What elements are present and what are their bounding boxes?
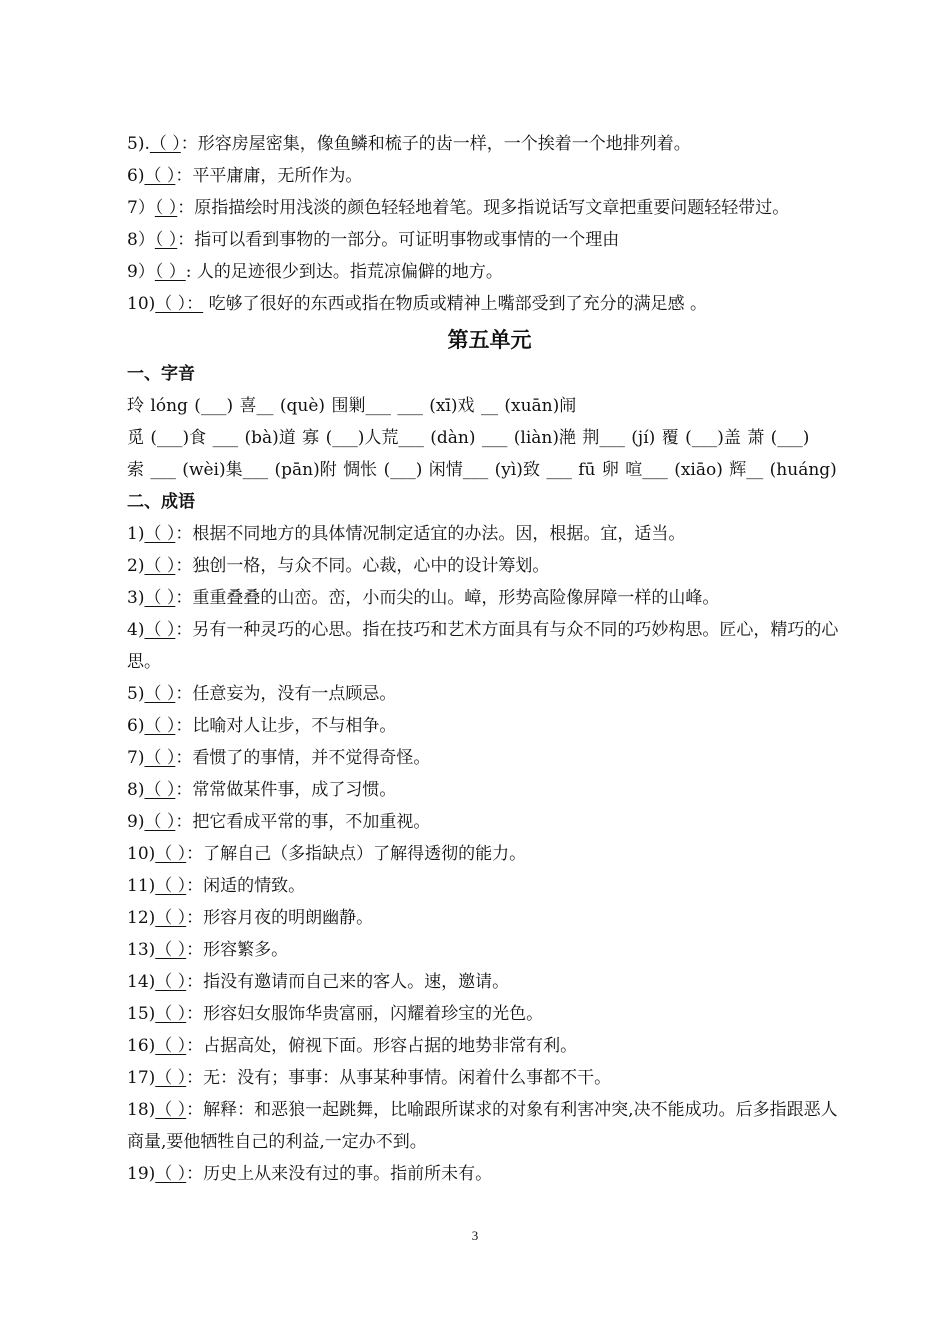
idiom-list — [127, 518, 852, 1190]
item-definition: ：形容房屋密集，像鱼鳞和梳子的齿一样，一个挨着一个地排列着。 — [180, 134, 691, 154]
item-definition: ：根据不同地方的具体情况制定适宜的办法。因，根据。宜，适当。 — [175, 524, 686, 544]
item-definition: ：重重叠叠的山峦。峦，小而尖的山。嶂，形势高险像屏障一样的山峰。 — [175, 588, 720, 608]
answer-blank: （ ） — [155, 940, 187, 960]
list-item — [127, 582, 852, 614]
list-item — [127, 902, 852, 934]
list-item — [127, 742, 852, 774]
answer-blank: （ ） — [154, 262, 186, 282]
item-definition: 吃够了很好的东西或指在物质或精神上嘴部受到了充分的满足感 。 — [203, 294, 707, 314]
list-item — [127, 966, 852, 998]
item-definition: ：指没有邀请而自己来的客人。速，邀请。 — [186, 972, 510, 992]
list-item — [127, 614, 852, 678]
item-definition: ：任意妄为，没有一点顾忌。 — [175, 684, 397, 704]
answer-blank: （ ）： — [155, 294, 204, 314]
answer-blank: （ ） — [155, 1164, 187, 1184]
answer-blank: （ ） — [155, 844, 187, 864]
answer-blank: （ ） — [144, 166, 176, 186]
answer-blank: （ ） — [155, 972, 187, 992]
item-number: 9） — [127, 262, 155, 282]
item-definition: ：形容月夜的明朗幽静。 — [186, 908, 374, 928]
answer-blank: （ ） — [144, 716, 176, 736]
answer-blank: （ ） — [149, 134, 181, 154]
section-title-pronunciation: 一、字音 — [127, 364, 195, 384]
item-number: 2) — [127, 556, 145, 576]
prev-idiom-list — [127, 128, 852, 320]
item-definition: ：把它看成平常的事，不加重视。 — [175, 812, 431, 832]
item-definition: ：形容妇女服饰华贵富丽，闪耀着珍宝的光色。 — [186, 1004, 544, 1024]
list-item — [127, 256, 852, 288]
document-page — [127, 128, 852, 1190]
answer-blank: （ ） — [155, 1068, 187, 1088]
item-number: 17) — [127, 1068, 156, 1088]
item-number: 5) — [127, 684, 145, 704]
pinyin-line: 觅 (___)食 ___ (bà)道 寡 (___)人荒___ (dàn) ___ (liàn)滟 荆___ (jí) 覆 (___)盖 萧 (___) — [127, 428, 810, 448]
answer-blank: （ ） — [155, 908, 187, 928]
item-definition: ：原指描绘时用浅淡的颜色轻轻地着笔。现多指说话写文章把重要问题轻轻带过。 — [177, 198, 790, 218]
list-item — [127, 192, 852, 224]
item-definition: : 人的足迹很少到达。指荒凉偏僻的地方。 — [185, 262, 503, 282]
item-definition: ：独创一格，与众不同。心裁，心中的设计筹划。 — [175, 556, 550, 576]
item-number: 14) — [127, 972, 156, 992]
answer-blank: （ ） — [144, 780, 176, 800]
item-number: 15) — [127, 1004, 156, 1024]
item-number: 16) — [127, 1036, 156, 1056]
item-number: 18) — [127, 1100, 156, 1120]
item-number: 7） — [127, 198, 155, 218]
item-definition: ：看惯了的事情，并不觉得奇怪。 — [175, 748, 431, 768]
list-item — [127, 678, 852, 710]
answer-blank: （ ） — [144, 812, 176, 832]
list-item — [127, 838, 852, 870]
list-item — [127, 1158, 852, 1190]
list-item — [127, 934, 852, 966]
item-number: 8） — [127, 230, 155, 250]
item-definition: ：比喻对人让步，不与相争。 — [175, 716, 397, 736]
answer-blank: （ ） — [144, 620, 176, 640]
list-item — [127, 1094, 852, 1158]
item-number: 9) — [127, 812, 145, 832]
item-definition: ：指可以看到事物的一部分。可证明事物或事情的一个理由 — [177, 230, 620, 250]
section-title-idioms: 二、成语 — [127, 492, 195, 512]
item-definition: ：常常做某件事，成了习惯。 — [175, 780, 397, 800]
item-number: 10) — [127, 294, 156, 314]
unit-title: 第五单元 — [447, 328, 532, 352]
item-number: 11) — [127, 876, 156, 896]
item-number: 19) — [127, 1164, 156, 1184]
list-item — [127, 128, 852, 160]
list-item — [127, 1062, 852, 1094]
pinyin-line: 玲 lóng (___) 喜__ (què) 围剿___ ___ (xī)戏 __ (xuān)闹 — [127, 396, 577, 416]
item-definition: ：了解自己（多指缺点）了解得透彻的能力。 — [186, 844, 527, 864]
page-number: 3 — [471, 1228, 479, 1243]
item-number: 10) — [127, 844, 156, 864]
answer-blank: （ ） — [154, 198, 178, 218]
item-number: 7) — [127, 748, 145, 768]
item-definition: ：无：没有；事事：从事某种事情。闲着什么事都不干。 — [186, 1068, 612, 1088]
item-number: 1) — [127, 524, 145, 544]
list-item — [127, 288, 852, 320]
answer-blank: （ ） — [144, 588, 176, 608]
item-number: 13) — [127, 940, 156, 960]
answer-blank: （ ） — [144, 556, 176, 576]
pinyin-line: 索 ___ (wèi)集___ (pān)附 惆怅 (___) 闲情___ (yì)致 ___ fū 卵 喧___ (xiāo) 辉__ (huáng) — [127, 460, 837, 480]
item-number: 5). — [127, 134, 150, 154]
list-item — [127, 224, 852, 256]
item-definition: ：解释：和恶狼一起跳舞，比喻跟所谋求的对象有利害冲突,决不能成功。后多指跟恶人商量,要他牺牲自己的利益,一定办不到。 — [127, 1100, 838, 1152]
answer-blank: （ ） — [154, 230, 178, 250]
answer-blank: （ ） — [144, 748, 176, 768]
list-item — [127, 774, 852, 806]
item-number: 3) — [127, 588, 145, 608]
list-item — [127, 870, 852, 902]
list-item — [127, 806, 852, 838]
item-number: 6) — [127, 716, 145, 736]
item-number: 6) — [127, 166, 145, 186]
item-definition: ：平平庸庸，无所作为。 — [175, 166, 363, 186]
list-item — [127, 1030, 852, 1062]
list-item — [127, 998, 852, 1030]
answer-blank: （ ） — [155, 1036, 187, 1056]
item-definition: ：历史上从来没有过的事。指前所未有。 — [186, 1164, 493, 1184]
item-definition: ：形容繁多。 — [186, 940, 289, 960]
item-number: 12) — [127, 908, 156, 928]
item-number: 8) — [127, 780, 145, 800]
answer-blank: （ ） — [155, 1100, 187, 1120]
item-definition: ：占据高处，俯视下面。形容占据的地势非常有利。 — [186, 1036, 578, 1056]
answer-blank: （ ） — [155, 876, 187, 896]
item-definition: ：另有一种灵巧的心思。指在技巧和艺术方面具有与众不同的巧妙构思。匠心，精巧的心思。 — [127, 620, 839, 672]
list-item — [127, 710, 852, 742]
list-item — [127, 160, 852, 192]
answer-blank: （ ） — [144, 524, 176, 544]
answer-blank: （ ） — [155, 1004, 187, 1024]
list-item — [127, 518, 852, 550]
item-definition: ：闲适的情致。 — [186, 876, 306, 896]
answer-blank: （ ） — [144, 684, 176, 704]
item-number: 4) — [127, 620, 145, 640]
list-item — [127, 550, 852, 582]
